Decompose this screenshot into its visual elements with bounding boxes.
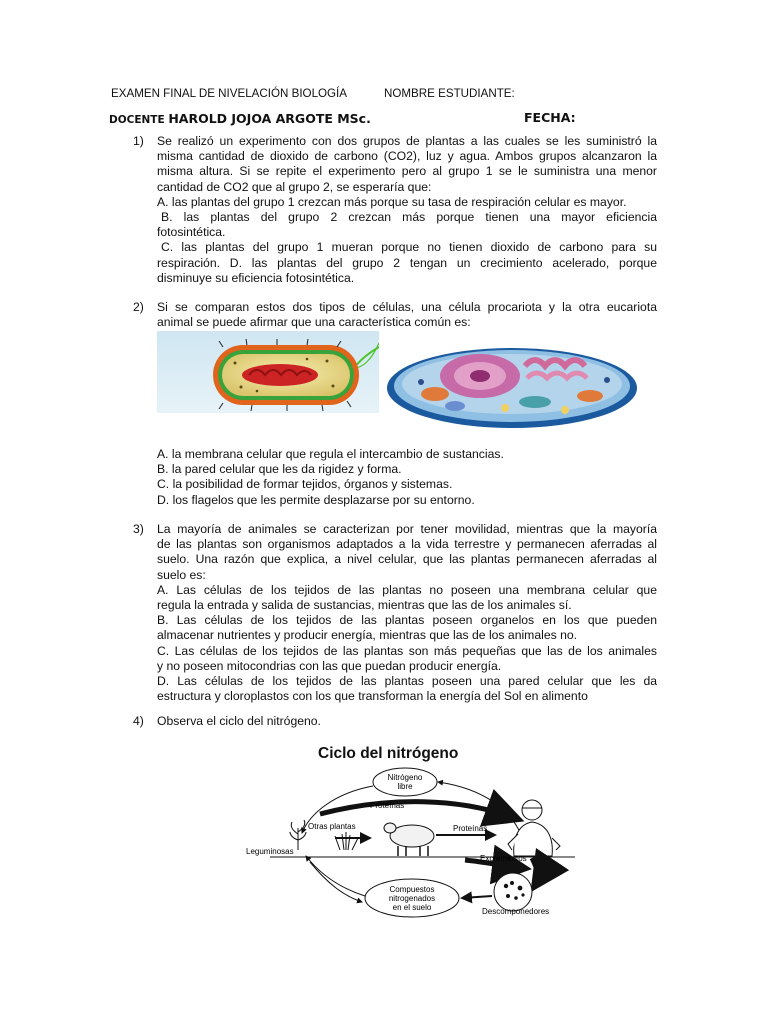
q4-number: 4) <box>133 714 144 728</box>
q3-line: suelo es: <box>157 567 206 582</box>
eukaryotic-cell-image <box>385 336 640 430</box>
q1-line: cantidad de CO2 que al grupo 2, se esperaría que: <box>157 179 432 194</box>
q2-line: animal se puede afirmar que una característica común es: <box>157 315 471 330</box>
q1-line: disminuye su eficiencia fotosintética. <box>157 270 355 285</box>
question-4 <box>157 714 657 729</box>
q1-line: Se realizó un experimento con dos grupos de plantas a las cuales se les suministró la <box>157 134 657 148</box>
q2-line: Si se comparan estos dos tipos de células, una célula procariota y la otra eucariota <box>157 300 657 314</box>
date-label: FECHA: <box>524 110 576 125</box>
teacher-name: HAROLD JOJOA ARGOTE MSc. <box>168 111 371 126</box>
q1-line: misma cantidad de dioxido de carbono (CO2), luz y agua. Ambos grupos alcanzaron la <box>157 149 657 164</box>
decomposers-icon <box>494 873 532 911</box>
exam-title: EXAMEN FINAL DE NIVELACIÓN BIOLOGÍA <box>111 87 348 100</box>
q3-option-a: A. Las células de los tejidos de las plantas no poseen una membrana celular que <box>157 582 657 597</box>
q1-line: fotosintética. <box>157 225 226 240</box>
other-plants-label: Otras plantas <box>308 822 356 831</box>
q2-number: 2) <box>133 300 144 314</box>
sheep-icon <box>384 823 434 856</box>
teacher-line <box>109 111 371 128</box>
q4-text: Observa el ciclo del nitrógeno. <box>157 714 321 728</box>
q3-line: almacenar nutrientes y producir energía, mientras que las de los animales no. <box>157 628 578 643</box>
q3-line: de las plantas son organismos adaptados a la vida terrestre y permanecen aferradas al <box>157 537 657 552</box>
question-1 <box>157 134 657 286</box>
student-name-label: NOMBRE ESTUDIANTE: <box>384 87 515 100</box>
decomposers-label: Descomponedores <box>482 907 550 916</box>
q3-option-d: D. Las células de los tejidos de las plantas poseen una pared celular que les da <box>157 674 657 689</box>
q2-option-a: A. la membrana celular que regula el intercambio de sustancias. <box>157 447 504 461</box>
q3-number: 3) <box>133 522 144 536</box>
compounds-label-1: Compuestos <box>389 885 435 894</box>
q2-options <box>157 447 657 508</box>
q2-option-d: D. los flagelos que les permite desplazarse por su entorno. <box>157 492 475 507</box>
proteins-right-label: Proteínas <box>453 824 488 833</box>
q1-option-d: respiración. D. las plantas del grupo 2 tengan un crecimiento acelerado, porque <box>157 255 657 270</box>
prokaryotic-cell-image <box>157 331 379 413</box>
excrements-label: Excrementos <box>480 854 527 863</box>
q1-option-c: C. las plantas del grupo 1 mueran porque no tienen dioxido de carbono para su <box>161 240 657 255</box>
q3-line: estructura y cloroplastos con los que transforman la energía del Sol en alimento <box>157 689 588 704</box>
free-nitrogen-label-1: Nitrógeno <box>387 773 423 782</box>
shrub-icon <box>335 832 358 850</box>
q1-option-b: B. las plantas del grupo 2 crezcan más porque tienen una mayor eficiencia <box>161 210 657 225</box>
q3-line: y no poseen mitocondrias con las que puedan producir energía. <box>157 658 502 673</box>
q3-line: La mayoría de animales se caracterizan por tener movilidad, mientras que la mayoría <box>157 522 657 536</box>
proteins-top-label: Proteínas <box>370 801 405 810</box>
question-2 <box>157 300 657 330</box>
q3-line: suelo. Una razón que explica, a nivel celular, que las plantas permanecen aferradas al <box>157 552 657 567</box>
compounds-label-2: nitrogenados <box>388 894 436 903</box>
q1-option-a: A. las plantas del grupo 1 crezcan más porque su tasa de respiración celular es mayor. <box>157 194 627 209</box>
q3-option-c: C. Las células de los tejidos de las plantas son más pequeñas que las de los animales <box>157 643 657 658</box>
teacher-label: DOCENTE <box>109 114 165 126</box>
q3-option-b: B. Las células de los tejidos de las plantas poseen organelos en los que pueden <box>157 613 657 628</box>
q2-option-c: C. la posibilidad de formar tejidos, órganos y sistemas. <box>157 477 453 492</box>
nitrogen-cycle-diagram <box>240 738 600 920</box>
q1-line: misma altura. Si se repite el experimento pero al grupo 1 se le suministra una menor <box>157 164 657 179</box>
legumes-label: Leguminosas <box>246 847 294 856</box>
q3-line: regula la entrada y salida de sustancias, mientras que las de los animales sí. <box>157 598 572 613</box>
free-nitrogen-label-2: libre <box>397 782 413 791</box>
q1-number: 1) <box>133 134 144 148</box>
question-3 <box>157 522 657 704</box>
person-icon <box>508 800 560 856</box>
diagram-title: Ciclo del nitrógeno <box>318 745 459 762</box>
q2-option-b: B. la pared celular que les da rigidez y forma. <box>157 462 402 477</box>
compounds-label-3: en el suelo <box>392 903 432 912</box>
legume-plant-icon <box>290 820 306 850</box>
